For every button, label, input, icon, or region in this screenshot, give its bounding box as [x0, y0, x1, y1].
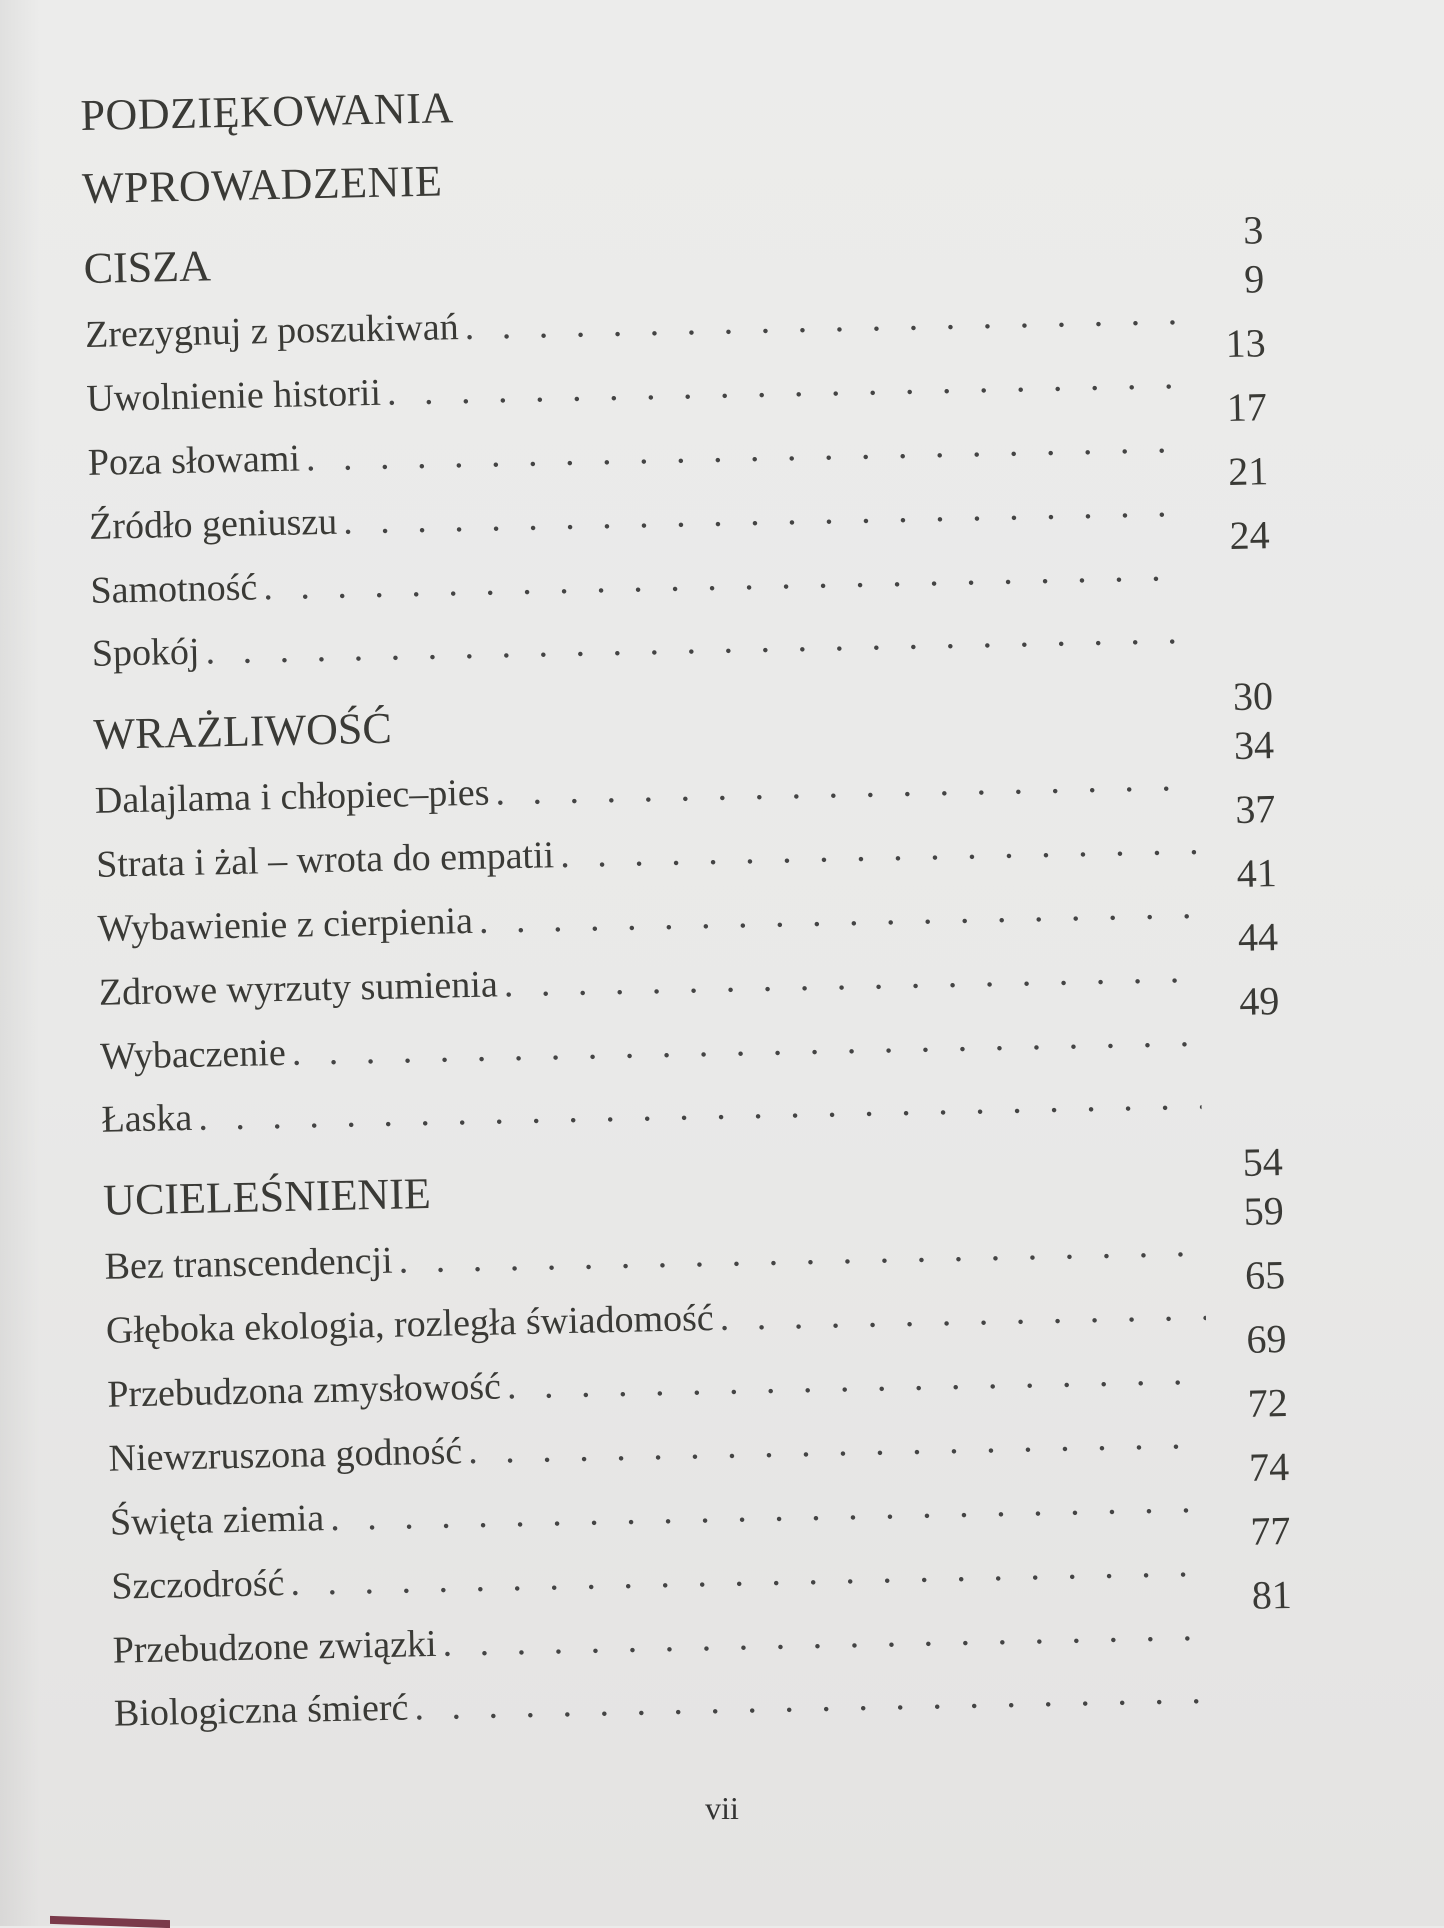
- page-number: 17: [1226, 384, 1268, 431]
- entry-title: Szczodrość: [110, 1562, 285, 1608]
- entry-title: Poza słowami: [87, 437, 301, 484]
- page-number: 30: [1232, 673, 1274, 719]
- page-number: 74: [1248, 1443, 1290, 1490]
- entry-title: Bez transcendencji: [104, 1239, 394, 1288]
- page-number: 77: [1249, 1507, 1291, 1554]
- page-number: 65: [1244, 1252, 1286, 1298]
- page-number: 54: [1242, 1139, 1284, 1185]
- page-number: 44: [1237, 914, 1279, 960]
- page-number: [1201, 1077, 1281, 1079]
- entry-title: Przebudzona zmysłowość: [106, 1365, 502, 1416]
- section-title: WRAŻLIWOŚĆ: [92, 703, 393, 759]
- table-of-contents: [80, 65, 1294, 1745]
- entry-title: Spokój: [91, 630, 200, 675]
- entry-title: Strata i żal – wrota do empatii: [95, 834, 555, 886]
- page-number: 81: [1251, 1571, 1293, 1618]
- section-title: CISZA: [83, 241, 212, 293]
- entry-title: Dalajlama i chłopiec–pies: [94, 771, 490, 822]
- page-number: 49: [1238, 978, 1280, 1024]
- entry-title: Przebudzone związki: [112, 1622, 437, 1672]
- gutter-shadow: [0, 0, 40, 1926]
- page-number: 72: [1247, 1379, 1289, 1426]
- entry-title: Biologiczna śmierć: [113, 1686, 409, 1735]
- dot-leader: [719, 1276, 1206, 1350]
- page-number: 9: [1243, 256, 1265, 302]
- page-number: 34: [1233, 722, 1275, 768]
- page-number: 41: [1236, 850, 1278, 896]
- page-number: 59: [1243, 1188, 1285, 1234]
- page-number: 37: [1234, 786, 1276, 832]
- page-number: 3: [1242, 207, 1264, 253]
- entry-title: Wybawienie z cierpienia: [97, 899, 474, 950]
- entry-title: Łaska: [101, 1096, 193, 1141]
- entry-title: Głęboka ekologia, rozległa świadomość: [105, 1297, 715, 1352]
- entry-title: Uwolnienie historii: [86, 371, 382, 420]
- page-number: 13: [1225, 320, 1267, 367]
- page-number: 24: [1229, 512, 1271, 559]
- page-number: [1191, 611, 1271, 613]
- entry-title: Niewzruszona godność: [108, 1430, 463, 1480]
- page-folio: vii: [705, 1790, 739, 1826]
- entry-title: Wybaczenie: [99, 1031, 287, 1078]
- entry-title: Samotność: [90, 566, 258, 612]
- page-number: 69: [1245, 1316, 1287, 1362]
- entry-title: Zrezygnuj z poszukiwań: [84, 306, 460, 356]
- front-matter-introduction: WPROWADZENIE: [81, 156, 443, 213]
- entry-title: Zdrowe wyrzuty sumienia: [98, 963, 499, 1014]
- entry-title: Źródło geniuszu: [88, 500, 338, 548]
- front-matter-acknowledgements: PODZIĘKOWANIA: [80, 83, 455, 140]
- section-title: UCIELEŚNIENIE: [102, 1168, 432, 1225]
- page-number: [1213, 1671, 1293, 1673]
- cover-edge: [50, 1916, 170, 1928]
- page-number: 21: [1227, 448, 1269, 495]
- entry-title: Święta ziemia: [109, 1497, 325, 1544]
